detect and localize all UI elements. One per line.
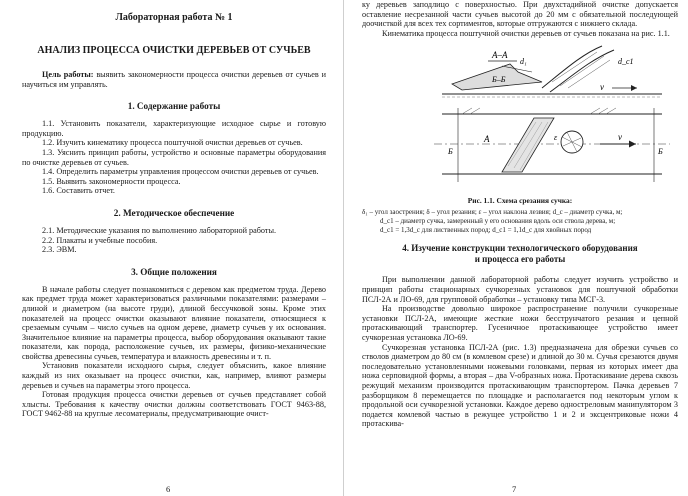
label-b-right: Б [658,147,663,157]
section2-title: 2. Методическое обеспечение [113,207,235,218]
label-a: А [484,134,490,145]
section2-item: 2.3. ЭВМ. [42,245,77,255]
section4-title-line1: 4. Изучение конструкции технологического оборудования [402,243,638,254]
right-page [346,0,688,496]
figure-legend-line: δ₁ – угол заострения; δ – угол резания; ε – угол наклона лезвия; d_c – диаметр сучка, м; [362,208,623,217]
lab-title: Лабораторная работа № 1 [115,12,233,23]
label-d1: d₁ [520,57,527,67]
section1-item: 1.4. Определить параметры управления процессом очистки деревьев от сучьев. [42,167,319,177]
left-page [0,0,342,496]
section1-item: 1.5. Выявить закономерности процесса. [42,176,181,186]
section3-title: 3. Общие положения [131,266,217,277]
section1-item: 1.2. Изучить кинематику процесса поштучной очистки деревьев от сучьев. [42,138,303,148]
paragraph: Сучкорезная установка ПСЛ-2А (рис. 1.3) предназначена для обрезки сучьев со стволов диаметром до 80 см (в комлевом срезе) и длиной до 30 м. Сучья срезаются двумя последовательно установленными ножевыми головками, первая из которых имеет два ножа серповидной формы, а вторая – два V-образных ножа. Протаскивание дерева сквозь режущий механизм производится протаскивающим транспортером. Пачка деревьев 7 разборщиком 8 перемещается по площадке и располагается под некоторым углом к продольной оси сучкорезной установки. Каждое дерево одностреловым манипулятором 3 подается комлевой частью в режущее устройство 1 и 2 и эксцентриковые ножи 4 протаскива- [362,342,678,429]
section1-item: 1.3. Уяснить принцип работы, устройство и основные параметры оборудования по очистке деревьев от сучьев. [22,147,326,167]
label-bb: Б–Б [492,75,506,85]
figure-legend-line: d_c1 – диаметр сучка, замеренный у его основания вдоль оси ствола дерева, м; [380,217,616,226]
paragraph: Кинематика процесса поштучной очистки деревьев от сучьев показана на рис. 1.1. [382,28,670,38]
section2-item: 2.2. Плакаты и учебные пособия. [42,235,158,245]
label-dc1: d_c1 [618,57,634,67]
section1-item: 1.1. Установить показатели, характеризующие исходное сырье и готовую продукцию. [22,119,326,138]
paragraph: При выполнении данной лабораторной работы следует изучить устройство и принцип работы стационарных сучкорезных установок для поштучной обработки ПСЛ-2А и ЛО-69, для групповой обработки – установку типа МСГ-3. [362,275,678,304]
main-title: АНАЛИЗ ПРОЦЕССА ОЧИСТКИ ДЕРЕВЬЕВ ОТ СУЧЬЕВ [37,45,311,56]
paragraph: В начале работы следует познакомиться с деревом как предметом труда. Дерево как предмет труда может характеризоваться различными показателями: размерами – длиной и диаметром (на высоте груди), длиной бессучковой зоны. Кроме этих показателей на процесс очистки оказывают влияние показатели, относящиеся к срезаемым сучьям – число сучьев на одном дереве, диаметр сучьев у их основания. Значительное влияние на параметры процесса, выбор оборудования оказывают такие показатели, как порода, расположение сучьев, их размеры, физико-механические свойства древесины сучьев, температура и влажность древесины и т. п. [22,284,326,361]
section4-title [362,243,678,265]
label-b-left: Б [448,147,453,157]
paragraph: На производстве довольно широкое распространение получили сучкорезные установки ПСЛ-2А, имеющие жесткие ножи бесструнчатого резания и цепной протаскивающий транспортер. Гусеничное протаскивающее устройство имеет сучкорезная установка ЛО-69. [362,304,678,342]
label-v-bottom: v [618,132,622,143]
page-number: 6 [166,484,171,494]
goal-label: Цель работы: [42,70,94,79]
section1-title: 1. Содержание работы [127,101,221,112]
paragraph: ку деревьев заподлицо с поверхностью. При двухстадийной очистке допускается оставление несрезанной части сучьев высотой до 20 мм с обязательной последующей доочисткой для всех тех сортиментов, которые отгружаются с нижнего склада. [362,0,678,29]
page-number: 7 [512,484,517,494]
knot-cutting-figure [422,42,672,192]
paragraph: Готовая продукция процесса очистки деревьев от сучьев представляет собой хлысты. Требования к качеству очистки должны соответствовать ГОСТ 9463-88, ГОСТ 9462-88 на круглые лесоматериалы, предусматривающие очист- [22,390,326,419]
figure-caption: Рис. 1.1. Схема срезания сучка: [467,196,573,206]
section4-title-line2: и процесса его работы [474,254,566,265]
goal-text: выявить закономерности процесса очистки деревьев от сучьев и научиться им управлять. [22,70,326,89]
page-divider [343,0,344,496]
label-v-top: v [600,82,604,93]
knot-cutting-diagram [422,42,672,192]
label-aa: А–А [492,50,508,61]
goal-paragraph [22,70,326,89]
section1-item: 1.6. Составить отчет. [42,186,115,196]
figure-legend-line: d_c1 = 1,3d_c для лиственных пород; d_c1 = 1,1d_c для хвойных пород [380,226,592,235]
paragraph: Установив показатели исходного сырья, следует объяснить, какое влияние каждый из них оказывает на процесс очистки, как, например, влияют размеры деревьев и сучьев на параметры этого процесса. [22,361,326,390]
section2-item: 2.1. Методические указания по выполнению лабораторной работы. [42,225,277,235]
label-eps: ε [554,133,558,143]
